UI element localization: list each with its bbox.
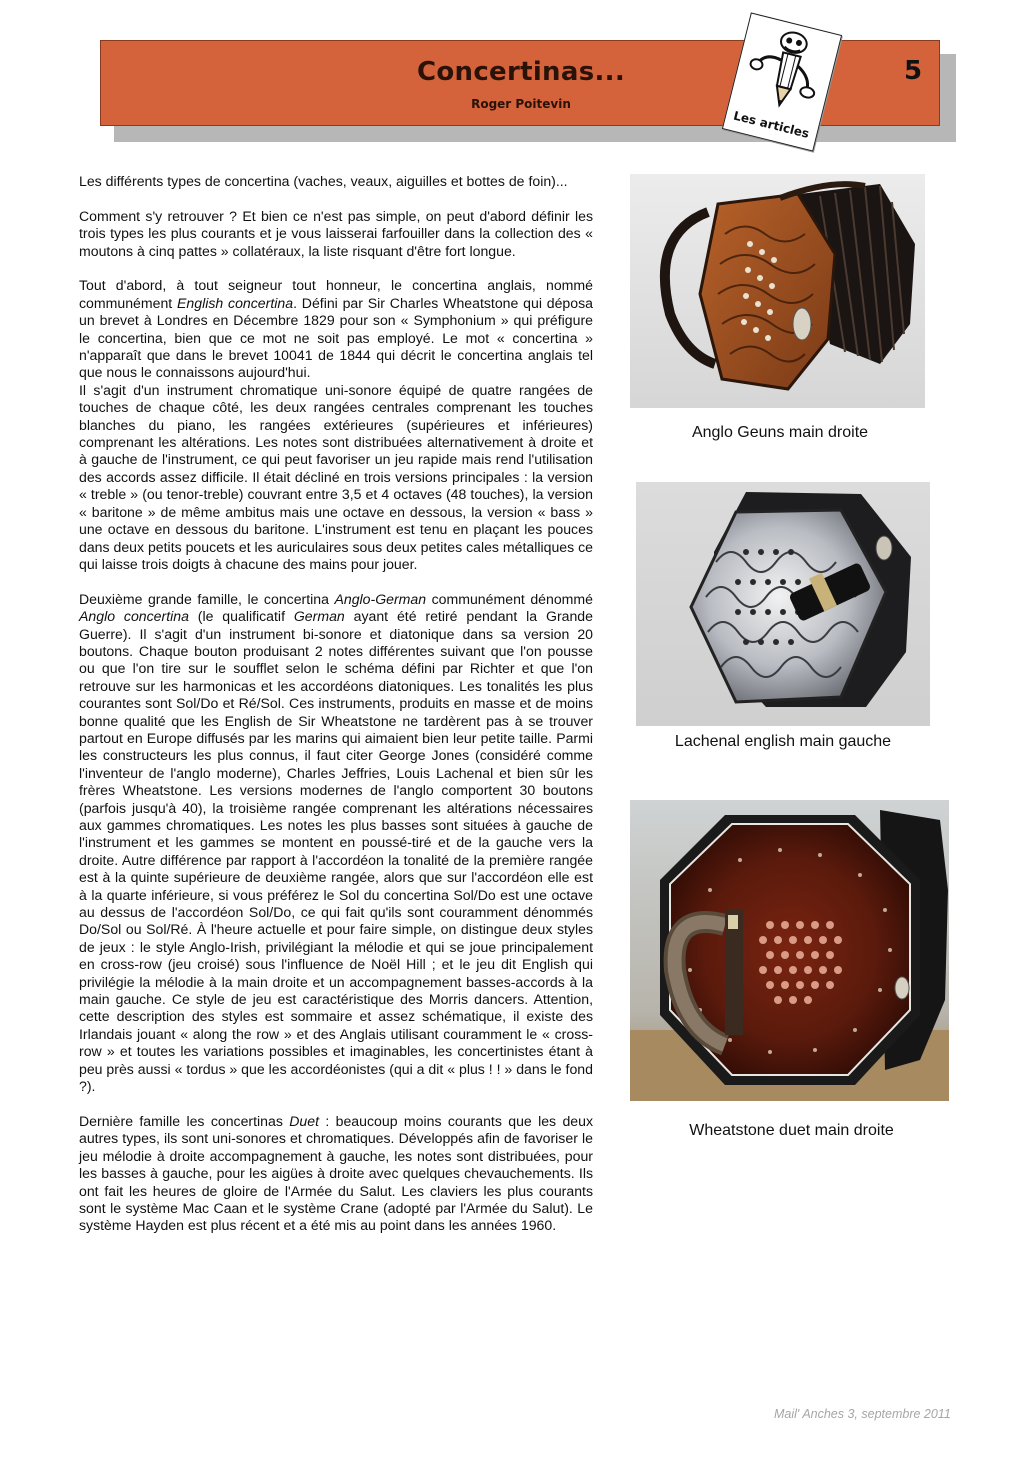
paragraph-anglo-german: Deuxième grande famille, le concertina Anglo-German communément dénommé Anglo concertina (le qualificatif German ayant été retiré pendant la Grande Guerre). Il s'agit d'un instrument bi-sonore et diatonique dans sa version 20 boutons. Chaque bouton produisant 2 notes différentes suivant que l'on pousse ou que l'on tire sur le soufflet selon le schéma défini par Richter et que l'on retrouve sur les harmonicas et les accordéons diatoniques. Les tonalités les plus courantes sont Sol/Do et Ré/Sol. Ces instruments, produits en masse et de moins bonne qualité que les English de Sir Wheatstone ne tardèrent pas à se trouver partout en Europe diffusés par les marins qui aimaient bien leur petite taille. Parmi les constructeurs les plus connus, il faut citer George Jones (considéré comme l'inventeur de l'anglo moderne), Charles Jeffries, Louis Lachenal et bien sûr les frères Wheatstone. Les versions modernes de l'anglo comportent 30 boutons (parfois jusqu'à 40), la troisième rangée comprenant les altérations nécessaires aux gammes chromatiques. Les notes les plus basses sont situées à gauche de l'instrument et les gammes se montent en poussé-tiré et de la gauche vers la droite. Autre différence par rapport à l'accordéon la tonalité de la première rangée est à la quinte supérieure de deuxième rangée, alors que sur l'accordéon elle est à la quarte inférieure, si vous préférez le Sol du concertina Sol/Do est une octave au dessus de l'accordéon Sol/Do, ce qui fait qu'ils sont couramment dénommés Do/Sol ou Sol/Ré. À l'heure actuelle et pour faire simple, on distingue deux styles de jeux : le style Anglo-Irish, privilégiant la mélodie et qui se joue principalement en cross-row (jeu croisé) sous l'influence de Noël Hill ; et le jeu dit English qui privilégie la mélodie à la main droite et un accompagnement basses-accords à la main gauche. Ce style de jeu est caractéristique des Morris dancers. Attention, cette description des styles est sommaire et assez schématique, il existe des Irlandais jouant « along the row » et des Anglais utilisant couramment le « cross-row » et toutes les variations possibles et imaginables, les concertinistes étant à peu près aussi « tordus » que les accordéonistes (qui a dit « plus ! ! » dans le fond ?).	[79, 590, 593, 1095]
paragraph-intro: Les différents types de concertina (vaches, veaux, aiguilles et bottes de foin)...	[79, 173, 568, 189]
concertina-photo-icon	[630, 174, 925, 408]
paragraph-overview: Comment s'y retrouver ? Et bien ce n'est pas simple, on peut d'abord définir les trois types les plus courants et je vous laisserai farfouiller dans la collection des « moutons à cinq pattes » collatéraux, la liste risquant d'être fort longue.	[79, 207, 593, 259]
rubric-label: Les articles	[732, 108, 811, 141]
photo-lachenal-english	[636, 482, 930, 726]
paragraph-english-description: Il s'agit d'un instrument chromatique uni-sonore équipé de quatre rangées de touches de chaque côté, les deux rangées centrales comprenant les touches blanches du piano, les rangées extérieures (supérieures et inférieures) comprenant les altérations. Les notes sont distribuées alternativement à droite et à gauche de l'instrument, ce qui peut favoriser un jeu rapide mais rend l'utilisation des accords assez difficile. Il était décliné en trois versions principales : la version « treble » (ou tenor-treble) couvrant entre 3,5 et 4 octaves (48 touches), la version « baritone » de même ambitus mais une octave en dessous, la version « bass » une octave en dessous du baritone. L'instrument est tenu en plaçant les pouces dans deux petits poucets et les auriculaires sous deux petites cales métalliques ce qui laisse trois doigts à chacune des mains pour jouer.	[79, 381, 593, 572]
article-title: Concertinas...	[416, 57, 626, 87]
caption-wheatstone-duet: Wheatstone duet main droite	[689, 1122, 894, 1139]
pencil-mascot-icon	[741, 22, 830, 117]
article-author: Roger Poitevin	[471, 97, 571, 111]
paragraph-duet: Dernière famille les concertinas Duet : beaucoup moins courants que les deux autres types, ils sont uni-sonores et chromatiques. Développés afin de favoriser le jeu mélodie à droite accompagnement à gauche, les notes sont distribuées, pour les basses à gauche, pour les aigües à droite avec quelques chevauchements. Ils ont fait les heures de gloire de l'Armée du Salut. Les claviers les plus courants sont le système Mac Caan et le système Crane (adopté par l'Armée du Salut). Le système Hayden est plus récent et a été mis au point dans les années 1960.	[79, 1112, 594, 1234]
paragraph-english-history: Tout d'abord, à tout seigneur tout honneur, le concertina anglais, nommé communément English concertina. Défini par Sir Charles Wheatstone qui déposa un brevet à Londres en Décembre 1829 pour son « Symphonium » qui préfigure le concertina, bien que ce mot ne soit pas employé. Le mot « concertina » n'apparaît que dans le brevet 10041 de 1844 qui décrit le concertina anglais tel que nous le connaissons aujourd'hui.	[79, 277, 593, 381]
photo-wheatstone-duet	[630, 800, 949, 1101]
page-number: 5	[904, 56, 923, 86]
concertina-photo-icon	[636, 482, 930, 726]
footer-issue: Mail' Anches 3, septembre 2011	[774, 1407, 951, 1421]
concertina-photo-icon	[630, 800, 949, 1101]
caption-lachenal-english: Lachenal english main gauche	[674, 733, 892, 750]
photo-anglo-geuns	[630, 174, 925, 408]
article-body	[79, 173, 593, 1252]
caption-anglo-geuns: Anglo Geuns main droite	[691, 424, 869, 441]
